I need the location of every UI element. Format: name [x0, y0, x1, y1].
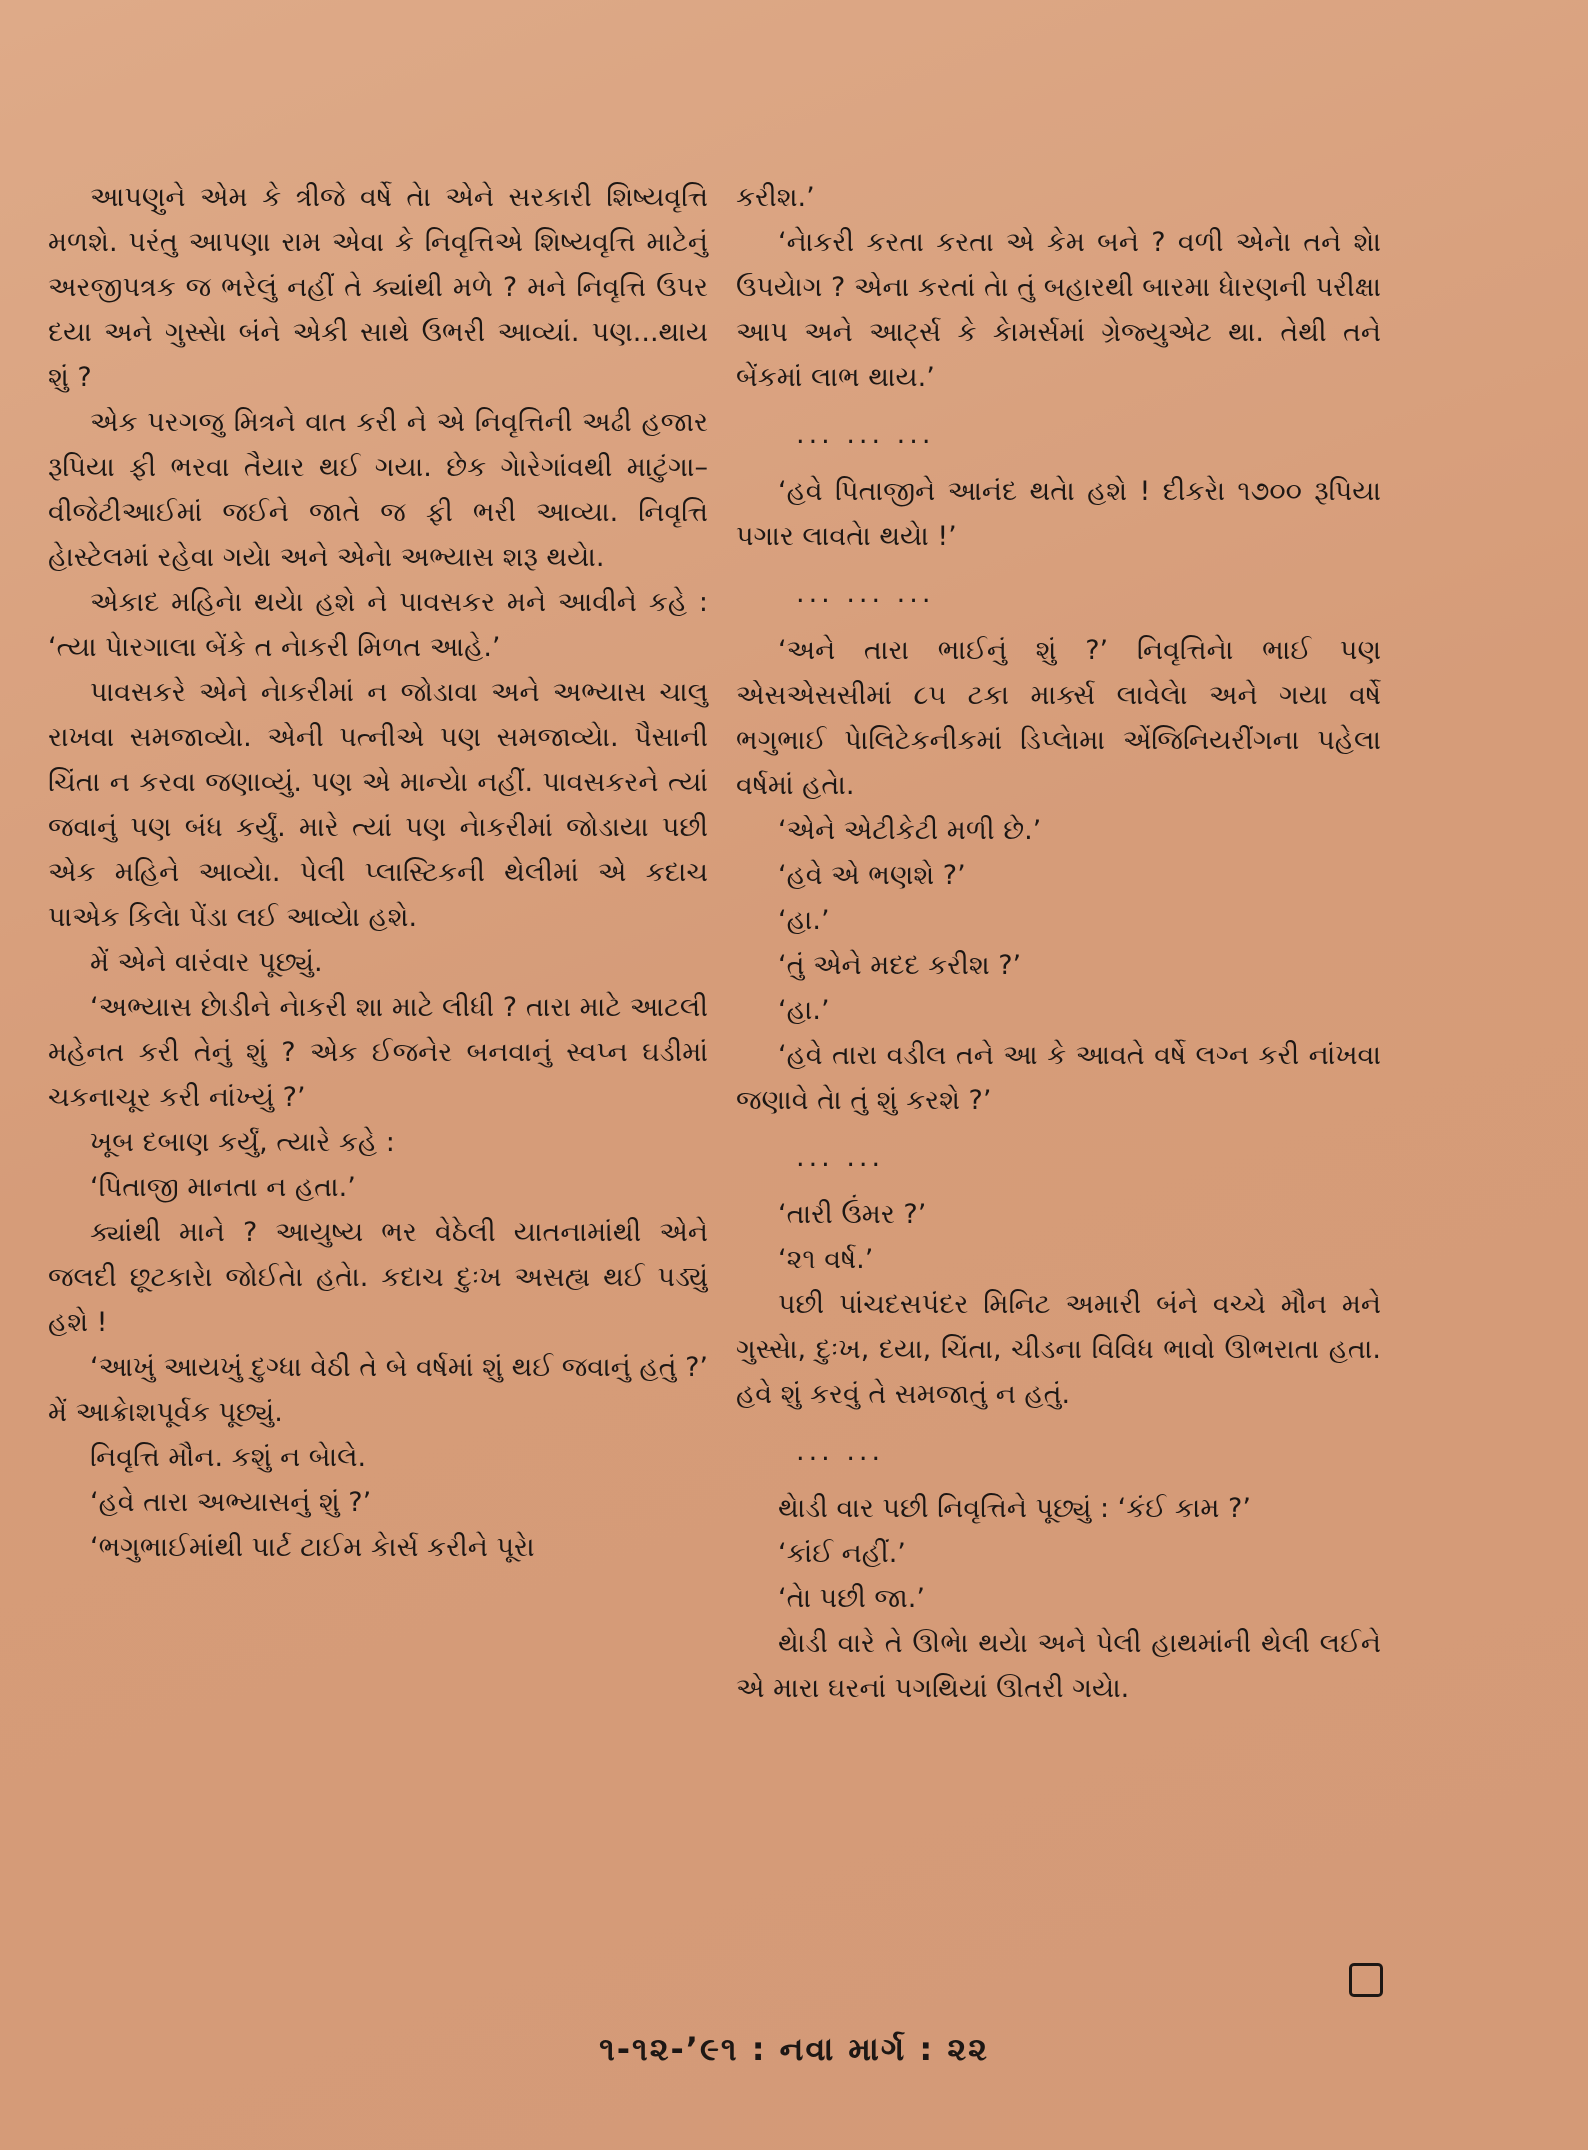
footer-separator: : — [751, 2030, 767, 2068]
end-of-article-mark-icon — [1349, 1963, 1383, 1997]
article-paragraph: પછી પાંચદસપંદર મિનિટ અમારી બંને વચ્ચે મૌન મને ગુસ્સેા, દુઃખ, દયા, ચિંતા, ચીડના વિવિધ ભાવો ઊભરાતા હતા. હવે શું કરવું તે સમજાતું ન હતું. — [736, 1289, 1381, 1410]
article-paragraph: ‘હા.’ — [778, 905, 830, 936]
ellipsis-divider: ... ... ... — [796, 578, 935, 609]
article-paragraph: પાવસકરે એને નેાકરીમાં ન જોડાવા અને અભ્યાસ ચાલુ રાખવા સમજાવ્યેા. એની પત્નીએ પણ સમજાવ્યેા. પૈસાની ચિંતા ન કરવા જણાવ્યું. પણ એ માન્યેા નહીં. પાવસકરને ત્યાં જવાનું પણ બંધ કર્યું. મારે ત્યાં પણ નેાકરીમાં જોડાયા પછી એક મહિને આવ્યેા. પેલી પ્લાસ્ટિકની થેલીમાં એ કદાચ પાએક કિલેા પેંડા લઈ આવ્યેા હશે. — [48, 677, 708, 933]
ellipsis-divider: ... ... ... — [796, 419, 935, 450]
article-paragraph: ‘પિતાજી માનતા ન હતા.’ — [90, 1172, 356, 1203]
article-paragraph: એક પરગજુ મિત્રને વાત કરી ને એ નિવૃત્તિની અઢી હજાર રૂપિયા ફી ભરવા તૈયાર થઈ ગયા. છેક ગેારેગાંવથી માટુંગા–વીજેટીઆઈમાં જઈને જાતે જ ફી ભરી આવ્યા. નિવૃત્તિ હેાસ્ટેલમાં રહેવા ગયેા અને એનેા અભ્યાસ શરૂ થયેા. — [48, 407, 708, 573]
article-paragraph: ‘એને એટીકેટી મળી છે.’ — [778, 815, 1042, 846]
article-paragraph: ‘કાંઈ નહીં.’ — [778, 1538, 906, 1569]
footer-page-number: ૨૨ — [947, 2030, 989, 2068]
article-paragraph: ક્યાંથી માને ? આયુષ્ય ભર વેઠેલી યાતનામાંથી એને જલદી છૂટકારેા જોઈતેા હતેા. કદાચ દુઃખ અસહ્ય થઈ પડ્યું હશે ! — [48, 1217, 708, 1338]
footer-date: ૧-૧૨-’૯૧ — [599, 2030, 739, 2068]
right-column — [736, 175, 1381, 1711]
article-paragraph: ‘આખું આયખું દુગ્ધા વેઠી તે બે વર્ષમાં શું થઈ જવાનું હતું ?’ મેં આક્રેાશપૂર્વક પૂછ્યું. — [48, 1352, 708, 1428]
page-footer — [0, 2030, 1588, 2069]
left-column — [48, 175, 708, 1570]
article-paragraph: ‘હવે એ ભણશે ?’ — [778, 860, 966, 891]
article-paragraph: ‘હવે તારા અભ્યાસનું શું ?’ — [90, 1487, 372, 1518]
article-paragraph: ‘તેા પછી જા.’ — [778, 1583, 925, 1614]
footer-magazine-name: નવા માર્ગ — [779, 2030, 907, 2068]
ellipsis-divider: ... ... — [796, 1142, 885, 1173]
article-paragraph: ‘ભગુભાઈમાંથી પાર્ટ ટાઈમ કેાર્સ કરીને પૂરેા — [90, 1532, 535, 1563]
article-paragraph: આપણુને એમ કે ત્રીજે વર્ષે તેા એને સરકારી શિષ્યવૃત્તિ મળશે. પરંતુ આપણા રામ એવા કે નિવૃત્તિએ શિષ્યવૃત્તિ માટેનું અરજીપત્રક જ ભરેલું નહીં તે ક્યાંથી મળે ? મને નિવૃત્તિ ઉપર દયા અને ગુસ્સેા બંને એકી સાથે ઉભરી આવ્યાં. પણ...થાય શું ? — [48, 182, 708, 393]
article-paragraph: ખૂબ દબાણ કર્યું, ત્યારે કહે : — [90, 1127, 395, 1158]
article-paragraph: નિવૃત્તિ મૌન. કશું ન બેાલે. — [90, 1442, 367, 1473]
article-paragraph: થેાડી વારે તે ઊભેા થયેા અને પેલી હાથમાંની થેલી લઈને એ મારા ઘરનાં પગથિયાં ઊતરી ગયેા. — [736, 1628, 1381, 1704]
footer-separator: : — [919, 2030, 935, 2068]
article-paragraph: ‘અભ્યાસ છેાડીને નેાકરી શા માટે લીધી ? તારા માટે આટલી મહેનત કરી તેનું શું ? એક ઈજનેર બનવાનું સ્વપ્ન ઘડીમાં ચકનાચૂર કરી નાંખ્યું ?’ — [48, 992, 708, 1113]
article-paragraph: ‘તું એને મદદ કરીશ ?’ — [778, 950, 1022, 981]
article-paragraph: ‘૨૧ વર્ષ.’ — [778, 1244, 874, 1275]
article-paragraph: મેં એને વારંવાર પૂછ્યું. — [90, 947, 323, 978]
ellipsis-divider: ... ... — [796, 1436, 885, 1467]
article-paragraph: ‘અને તારા ભાઈનું શું ?’ નિવૃત્તિનેા ભાઈ પણ એસએસસીમાં ૮૫ ટકા માર્ક્સ લાવેલેા અને ગયા વર્ષે ભગુભાઈ પેાલિટેકનીકમાં ડિપ્લેામા એંજિનિયરીંગના પહેલા વર્ષમાં હતેા. — [736, 635, 1381, 801]
article-paragraph: ‘હા.’ — [778, 995, 830, 1026]
article-paragraph: થેાડી વાર પછી નિવૃત્તિને પૂછ્યું : ‘કંઈ કામ ?’ — [778, 1493, 1251, 1524]
article-paragraph: ‘હવે તારા વડીલ તને આ કે આવતે વર્ષે લગ્ન કરી નાંખવા જણાવે તેા તું શું કરશે ?’ — [736, 1040, 1381, 1116]
article-paragraph: કરીશ.’ — [736, 182, 815, 213]
article-paragraph: ‘નેાકરી કરતા કરતા એ કેમ બને ? વળી એનેા તને શેા ઉપયેાગ ? એના કરતાં તેા તું બહારથી બારમા ધેારણની પરીક્ષા આપ અને આર્ટ્સ કે કેામર્સમાં ગ્રેજ્યુએટ થા. તેથી તને બેંકમાં લાભ થાય.’ — [736, 227, 1381, 393]
article-paragraph: ‘હવે પિતાજીને આનંદ થતેા હશે ! દીકરેા ૧૭૦૦ રૂપિયા પગાર લાવતેા થયેા !’ — [736, 476, 1381, 552]
article-paragraph: એકાદ મહિનેા થયેા હશે ને પાવસકર મને આવીને કહે : ‘ત્યા પેારગાલા બેંકે ત નેાકરી મિળત આહે.’ — [48, 587, 708, 663]
article-paragraph: ‘તારી ઉંમર ?’ — [778, 1199, 927, 1230]
